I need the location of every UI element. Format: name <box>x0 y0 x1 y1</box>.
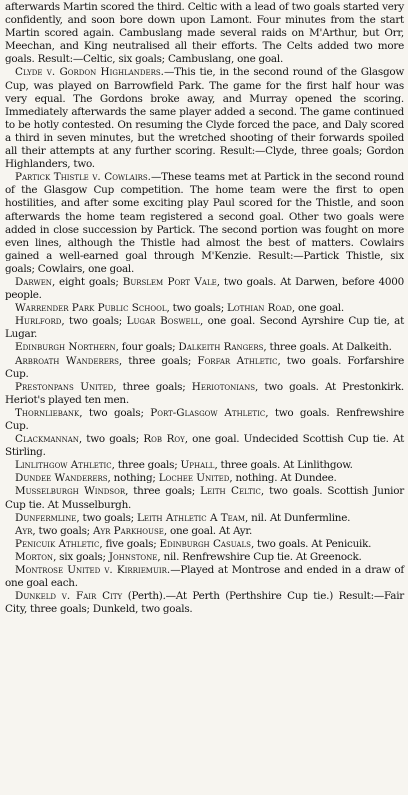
report-text: , three goals; <box>125 485 201 498</box>
match-report-paragraph <box>5 485 404 511</box>
report-text: , two goals; <box>76 511 137 524</box>
team-names: Edinburgh Northern <box>15 341 116 354</box>
team-names: Lochee United <box>158 472 230 485</box>
team-names: Forfar Athletic <box>197 354 278 367</box>
match-report-paragraph <box>5 407 404 433</box>
team-names: Leith Athletic A Team <box>136 511 246 524</box>
report-text: (Perth).—At Perth (Perthshire Cup tie.) Result:—Fair City, three goals; Dunkeld, two goals. <box>5 590 404 616</box>
team-names: Ayr Parkhouse <box>92 524 164 537</box>
team-names: Darwen <box>15 275 52 288</box>
report-text: , one goal. Undecided Scottish Cup tie. At Stirling. <box>5 433 405 459</box>
team-names: Dundee Wanderers <box>15 472 108 485</box>
match-report-paragraph <box>5 472 404 485</box>
team-names: Montrose United v. Kirriemuir. <box>15 564 171 577</box>
report-text: , two goals. At Prestonkirk. Heriot's played ten men. <box>5 380 404 406</box>
match-report-paragraph <box>5 66 404 171</box>
report-text: , five goals; <box>99 537 160 550</box>
team-names: Penicuik Athletic <box>15 537 100 550</box>
match-report-paragraph <box>5 564 404 590</box>
team-names: Warrender Park Public School <box>15 302 167 315</box>
report-text: , nil. At Dunfermline. <box>245 511 351 524</box>
report-text: , three goals; <box>111 459 181 472</box>
team-names: Clyde v. Gordon Highlanders. <box>15 66 164 79</box>
report-text: —This tie, in the second round of the Glasgow Cup, was played on Barrowfield Park. The game for the first half hour was very equal. The Gordons broke away, and Murray opened the scoring. Immediately afterwards the same player added a second. The game continued to be hotly contested. On resuming the Clyde forced the pace, and Daly scored a third in seven minutes, but the wretched shooting of their forwards spoiled all their attempts at any further scoring. Result:—Clyde, three goals; Gordon Highlanders, two. <box>5 66 404 171</box>
team-names: Leith Celtic <box>200 485 261 498</box>
report-text: , two goals; <box>78 433 144 446</box>
team-names: Clackmannan <box>15 433 79 446</box>
match-report-paragraph <box>5 315 404 341</box>
match-report-paragraph <box>5 525 404 538</box>
report-text: , three goals; <box>113 380 192 393</box>
report-text: , six goals; <box>53 550 109 563</box>
report-text: , two goals. Renfrewshire Cup. <box>5 406 404 432</box>
match-report-paragraph <box>5 512 404 525</box>
team-names: Rob Roy <box>143 433 185 446</box>
team-names: Arbroath Wanderers <box>15 354 119 367</box>
report-text: , two goals. Forfarshire Cup. <box>5 354 405 380</box>
match-report-paragraph <box>5 381 404 407</box>
report-text: —Played at Montrose and ended in a draw of one goal each. <box>5 564 404 590</box>
match-report-paragraph <box>5 459 404 472</box>
report-text: , two goals; <box>79 406 151 419</box>
report-text: , two goals; <box>32 524 93 537</box>
team-names: Linlithgow Athletic <box>15 459 112 472</box>
report-text: , two goals. Scottish Junior Cup tie. At Musselburgh. <box>5 485 404 511</box>
match-report-paragraph <box>5 355 404 381</box>
match-report-paragraph <box>5 433 404 459</box>
team-names: Port-Glasgow Athletic <box>150 406 266 419</box>
team-names: Dalkeith Rangers <box>178 341 264 354</box>
team-names: Lugar Boswell <box>126 315 200 328</box>
report-text: , two goals. At Darwen, before 4000 people. <box>5 275 404 302</box>
team-names: Lothian Road <box>227 302 292 315</box>
team-names: Heriotonians <box>191 380 256 393</box>
report-text: , nothing. At Dundee. <box>229 472 337 485</box>
report-text: , three goals. At Dalkeith. <box>263 341 392 354</box>
report-text: , eight goals; <box>51 275 123 288</box>
match-report-paragraph <box>5 276 404 302</box>
team-names: Dunfermline <box>15 511 77 524</box>
match-report-paragraph <box>5 171 404 276</box>
match-report-paragraph <box>5 302 404 315</box>
team-names: Johnstone <box>108 550 158 563</box>
team-names: Edinburgh Casuals <box>159 537 251 550</box>
team-names: Uphall <box>180 459 215 472</box>
report-text: , two goals; <box>61 315 127 328</box>
match-report-paragraph <box>5 538 404 551</box>
team-names: Partick Thistle v. Cowlairs. <box>15 171 151 184</box>
team-names: Hurlford <box>15 315 62 328</box>
match-report-paragraph <box>5 341 404 354</box>
report-text: , two goals; <box>166 302 228 315</box>
match-report-paragraph <box>5 1 404 66</box>
report-text: , three goals; <box>118 354 198 367</box>
team-names: Prestonpans United <box>15 380 114 393</box>
team-names: Dunkeld v. Fair City <box>15 590 123 603</box>
team-names: Musselburgh Windsor <box>15 485 126 498</box>
report-text: , nothing; <box>107 472 159 485</box>
report-text: , nil. Renfrewshire Cup tie. At Greenock. <box>157 550 362 563</box>
report-text: , four goals; <box>115 341 179 354</box>
report-text: , one goal. <box>291 302 344 315</box>
team-names: Thornliebank <box>15 406 80 419</box>
report-text: , one goal. Second Ayrshire Cup tie, at Lugar. <box>5 315 405 341</box>
team-names: Burslem Port Vale <box>122 275 217 288</box>
match-report-paragraph <box>5 551 404 564</box>
report-text: , one goal. At Ayr. <box>163 524 253 537</box>
match-report-paragraph <box>5 590 404 616</box>
team-names: Ayr <box>15 524 33 537</box>
report-text: afterwards Martin scored the third. Celtic with a lead of two goals started very confidently, and soon bore down upon Lamont. Four minutes from the start Martin scored again. Cambuslang made several raids on M'Arthur, but Orr, Meechan, and King neutralised all their efforts. The Celts added two more goals. Result:—Celtic, six goals; Cambuslang, one goal. <box>5 1 404 66</box>
report-text: , two goals. At Penicuik. <box>250 537 372 550</box>
report-text: , three goals. At Linlithgow. <box>214 459 353 472</box>
report-text: —These teams met at Partick in the second round of the Glasgow Cup competition. The home team were the first to open hostilities, and after some exciting play Paul scored for the Thistle, and soon afterwards the home team registered a second goal. Other two goals were added in close succession by Partick. The second portion was fought on more even lines, although the Thistle had almost the best of matters. Cowlairs gained a well-earned goal through M'Kenzie. Result:—Partick Thistle, six goals; Cowlairs, one goal. <box>5 171 404 275</box>
team-names: Morton <box>15 550 54 563</box>
